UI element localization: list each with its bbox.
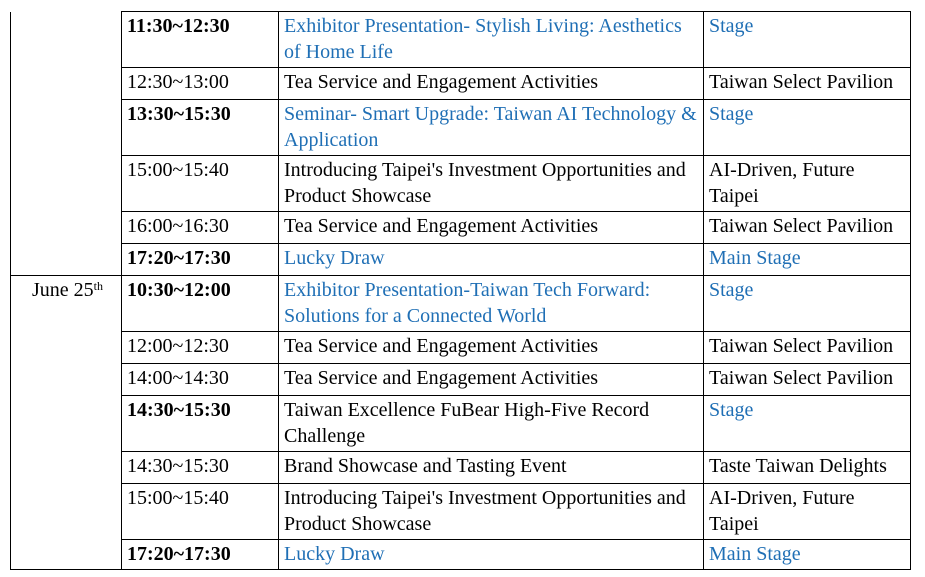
- table-row: [11, 332, 911, 364]
- schedule-body: [11, 12, 911, 570]
- table-row: [11, 212, 911, 244]
- location-cell: Taiwan Select Pavilion: [704, 68, 911, 100]
- event-cell: Taiwan Excellence FuBear High-Five Record Challenge: [279, 396, 704, 452]
- table-row: [11, 452, 911, 484]
- date-cell-day1: [11, 12, 122, 276]
- location-cell: Main Stage: [704, 540, 911, 570]
- location-cell: Stage: [704, 276, 911, 332]
- event-cell: Tea Service and Engagement Activities: [279, 212, 704, 244]
- event-cell: Seminar- Smart Upgrade: Taiwan AI Technology & Application: [279, 100, 704, 156]
- table-row: [11, 100, 911, 156]
- date-suffix: th: [93, 279, 103, 293]
- table-row: [11, 396, 911, 452]
- time-cell: 10:30~12:00: [122, 276, 279, 332]
- event-cell: Tea Service and Engagement Activities: [279, 364, 704, 396]
- table-row: [11, 244, 911, 276]
- event-cell: Lucky Draw: [279, 244, 704, 276]
- time-cell: 14:30~15:30: [122, 452, 279, 484]
- date-label: June 25: [31, 279, 94, 301]
- table-row: [11, 12, 911, 68]
- location-cell: AI-Driven, Future Taipei: [704, 156, 911, 212]
- location-cell: Main Stage: [704, 244, 911, 276]
- time-cell: 16:00~16:30: [122, 212, 279, 244]
- time-cell: 15:00~15:40: [122, 484, 279, 540]
- time-cell: 14:00~14:30: [122, 364, 279, 396]
- time-cell: 11:30~12:30: [122, 12, 279, 68]
- event-cell: Brand Showcase and Tasting Event: [279, 452, 704, 484]
- table-row: [11, 364, 911, 396]
- location-cell: Taiwan Select Pavilion: [704, 364, 911, 396]
- time-cell: 12:30~13:00: [122, 68, 279, 100]
- time-cell: 12:00~12:30: [122, 332, 279, 364]
- location-cell: Taiwan Select Pavilion: [704, 212, 911, 244]
- location-cell: AI-Driven, Future Taipei: [704, 484, 911, 540]
- table-row: [11, 156, 911, 212]
- location-cell: Stage: [704, 100, 911, 156]
- table-row: [11, 540, 911, 570]
- table-row: [11, 276, 911, 332]
- event-cell: Tea Service and Engagement Activities: [279, 68, 704, 100]
- event-cell: Introducing Taipei's Investment Opportunities and Product Showcase: [279, 156, 704, 212]
- location-cell: Taste Taiwan Delights: [704, 452, 911, 484]
- location-cell: Stage: [704, 12, 911, 68]
- location-cell: Stage: [704, 396, 911, 452]
- time-cell: 14:30~15:30: [122, 396, 279, 452]
- time-cell: 15:00~15:40: [122, 156, 279, 212]
- time-cell: 17:20~17:30: [122, 540, 279, 570]
- event-cell: Exhibitor Presentation- Stylish Living: Aesthetics of Home Life: [279, 12, 704, 68]
- schedule-table: [10, 11, 911, 570]
- table-row: [11, 68, 911, 100]
- time-cell: 17:20~17:30: [122, 244, 279, 276]
- time-cell: 13:30~15:30: [122, 100, 279, 156]
- location-cell: Taiwan Select Pavilion: [704, 332, 911, 364]
- table-row: [11, 484, 911, 540]
- event-cell: Exhibitor Presentation-Taiwan Tech Forward: Solutions for a Connected World: [279, 276, 704, 332]
- event-cell: Introducing Taipei's Investment Opportunities and Product Showcase: [279, 484, 704, 540]
- event-cell: Tea Service and Engagement Activities: [279, 332, 704, 364]
- date-cell-day2: [11, 276, 122, 570]
- event-cell: Lucky Draw: [279, 540, 704, 570]
